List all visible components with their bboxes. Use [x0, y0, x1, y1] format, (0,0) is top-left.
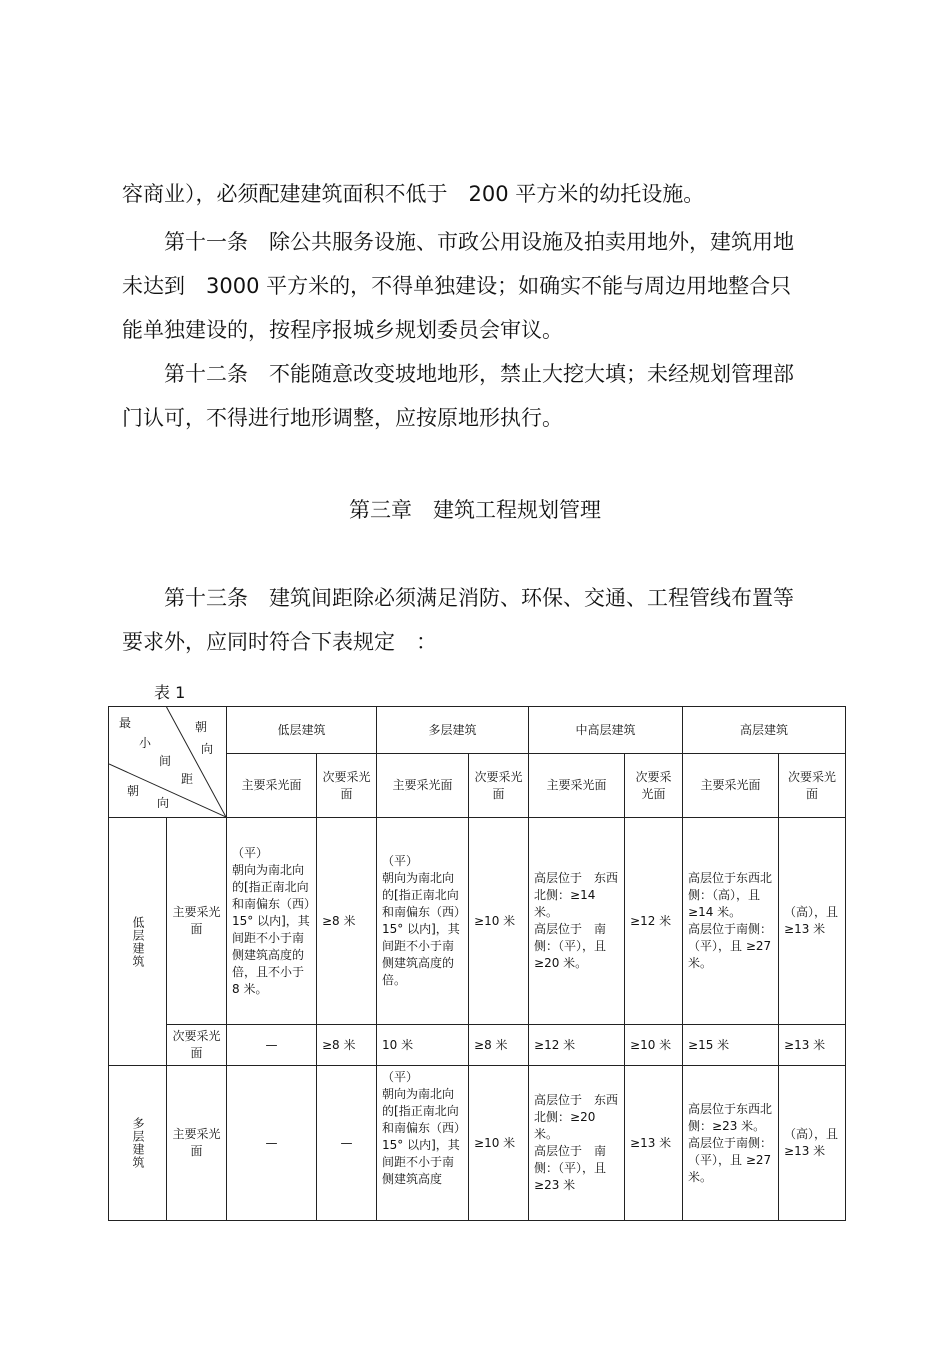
table-cell: （平） 朝向为南北向的[指正南北向和南偏东（西）15° 以内]，其间距不小于南侧建筑高度的倍，且不小于 8 米。 — [227, 818, 317, 1025]
table-cell: （平） 朝向为南北向的[指正南北向和南偏东（西）15° 以内]，其间距不小于南侧建筑高度 — [377, 1066, 469, 1221]
subheader-secondary: 次要采光面 — [779, 754, 846, 818]
table-cell: — — [317, 1066, 377, 1221]
subheader-main: 主要采光面 — [529, 754, 625, 818]
subheader-main: 主要采光面 — [683, 754, 779, 818]
table-cell: （高），且 ≥13 米 — [779, 1066, 846, 1221]
row-label-multi-storey — [109, 1066, 167, 1221]
table-corner-header — [109, 707, 227, 818]
table-cell: ≥13 米 — [779, 1025, 846, 1066]
corner-char: 向 — [201, 742, 214, 756]
face-label-secondary: 次要采光面 — [167, 1025, 227, 1066]
table-caption: 表 1 — [154, 683, 186, 702]
table-cell: ≥12 米 — [625, 818, 683, 1025]
header-multi-storey: 多层建筑 — [377, 707, 529, 754]
row-label-text: 低层建筑 — [131, 915, 145, 968]
face-label-main: 主要采光面 — [167, 1066, 227, 1221]
corner-char: 距 — [181, 772, 194, 786]
article-12: 第十二条 不能随意改变坡地地形，禁止大挖大填；未经规划管理部门认可，不得进行地形调整，应按原地形执行。 — [122, 362, 794, 430]
subheader-secondary: 次要采光面 — [317, 754, 377, 818]
row-label-low-rise — [109, 818, 167, 1066]
corner-char: 朝 — [195, 720, 208, 734]
table-cell: 高层位于东西北侧：（高），且 ≥14 米。 高层位于南侧：（平），且 ≥27 米。 — [683, 818, 779, 1025]
table-cell: ≥10 米 — [469, 818, 529, 1025]
subheader-secondary: 次要采光面 — [625, 754, 683, 818]
corner-char: 最 — [119, 716, 132, 730]
subheader-main: 主要采光面 — [377, 754, 469, 818]
table-cell: ≥15 米 — [683, 1025, 779, 1066]
table-cell: 高层位于东西北侧：≥23 米。 高层位于南侧：（平），且 ≥27 米。 — [683, 1066, 779, 1221]
header-high-rise: 高层建筑 — [683, 707, 846, 754]
table-cell: ≥8 米 — [317, 1025, 377, 1066]
table-cell: 高层位于 东西北侧：≥14 米。 高层位于 南侧：（平），且 ≥20 米。 — [529, 818, 625, 1025]
spacing-table — [108, 706, 846, 1221]
row-label-text: 多层建筑 — [131, 1117, 145, 1169]
table-cell: ≥8 米 — [469, 1025, 529, 1066]
table-cell: — — [227, 1066, 317, 1221]
table-cell: ≥12 米 — [529, 1025, 625, 1066]
table-cell: （平） 朝向为南北向的[指正南北向和南偏东（西）15° 以内]，其间距不小于南侧建筑高度的倍。 — [377, 818, 469, 1025]
corner-char: 小 — [139, 736, 152, 750]
table-cell: 高层位于 东西北侧：≥20 米。 高层位于 南侧：（平），且 ≥23 米 — [529, 1066, 625, 1221]
face-label-main: 主要采光面 — [167, 818, 227, 1025]
subheader-secondary: 次要采光面 — [469, 754, 529, 818]
paragraph-continuation: 容商业），必须配建建筑面积不低于 200 平方米的幼托设施。 — [122, 182, 705, 206]
article-13: 第十三条 建筑间距除必须满足消防、环保、交通、工程管线布置等要求外，应同时符合下表规定 ： — [122, 586, 794, 654]
corner-char: 间 — [159, 754, 172, 768]
subheader-main: 主要采光面 — [227, 754, 317, 818]
table-cell: ≥10 米 — [625, 1025, 683, 1066]
chapter-heading: 第三章 建筑工程规划管理 — [349, 498, 601, 522]
corner-char: 向 — [157, 796, 170, 810]
table-cell: ≥8 米 — [317, 818, 377, 1025]
table-cell: ≥13 米 — [625, 1066, 683, 1221]
table-cell: （高），且 ≥13 米 — [779, 818, 846, 1025]
header-low-rise: 低层建筑 — [227, 707, 377, 754]
table-cell: ≥10 米 — [469, 1066, 529, 1221]
table-cell: — — [227, 1025, 317, 1066]
article-11: 第十一条 除公共服务设施、市政公用设施及拍卖用地外，建筑用地未达到 3000 平方米的，不得单独建设；如确实不能与周边用地整合只能单独建设的，按程序报城乡规划委员会审议。 — [122, 230, 794, 342]
table-cell: 10 米 — [377, 1025, 469, 1066]
header-mid-high-rise: 中高层建筑 — [529, 707, 683, 754]
corner-char: 朝 — [127, 784, 140, 798]
